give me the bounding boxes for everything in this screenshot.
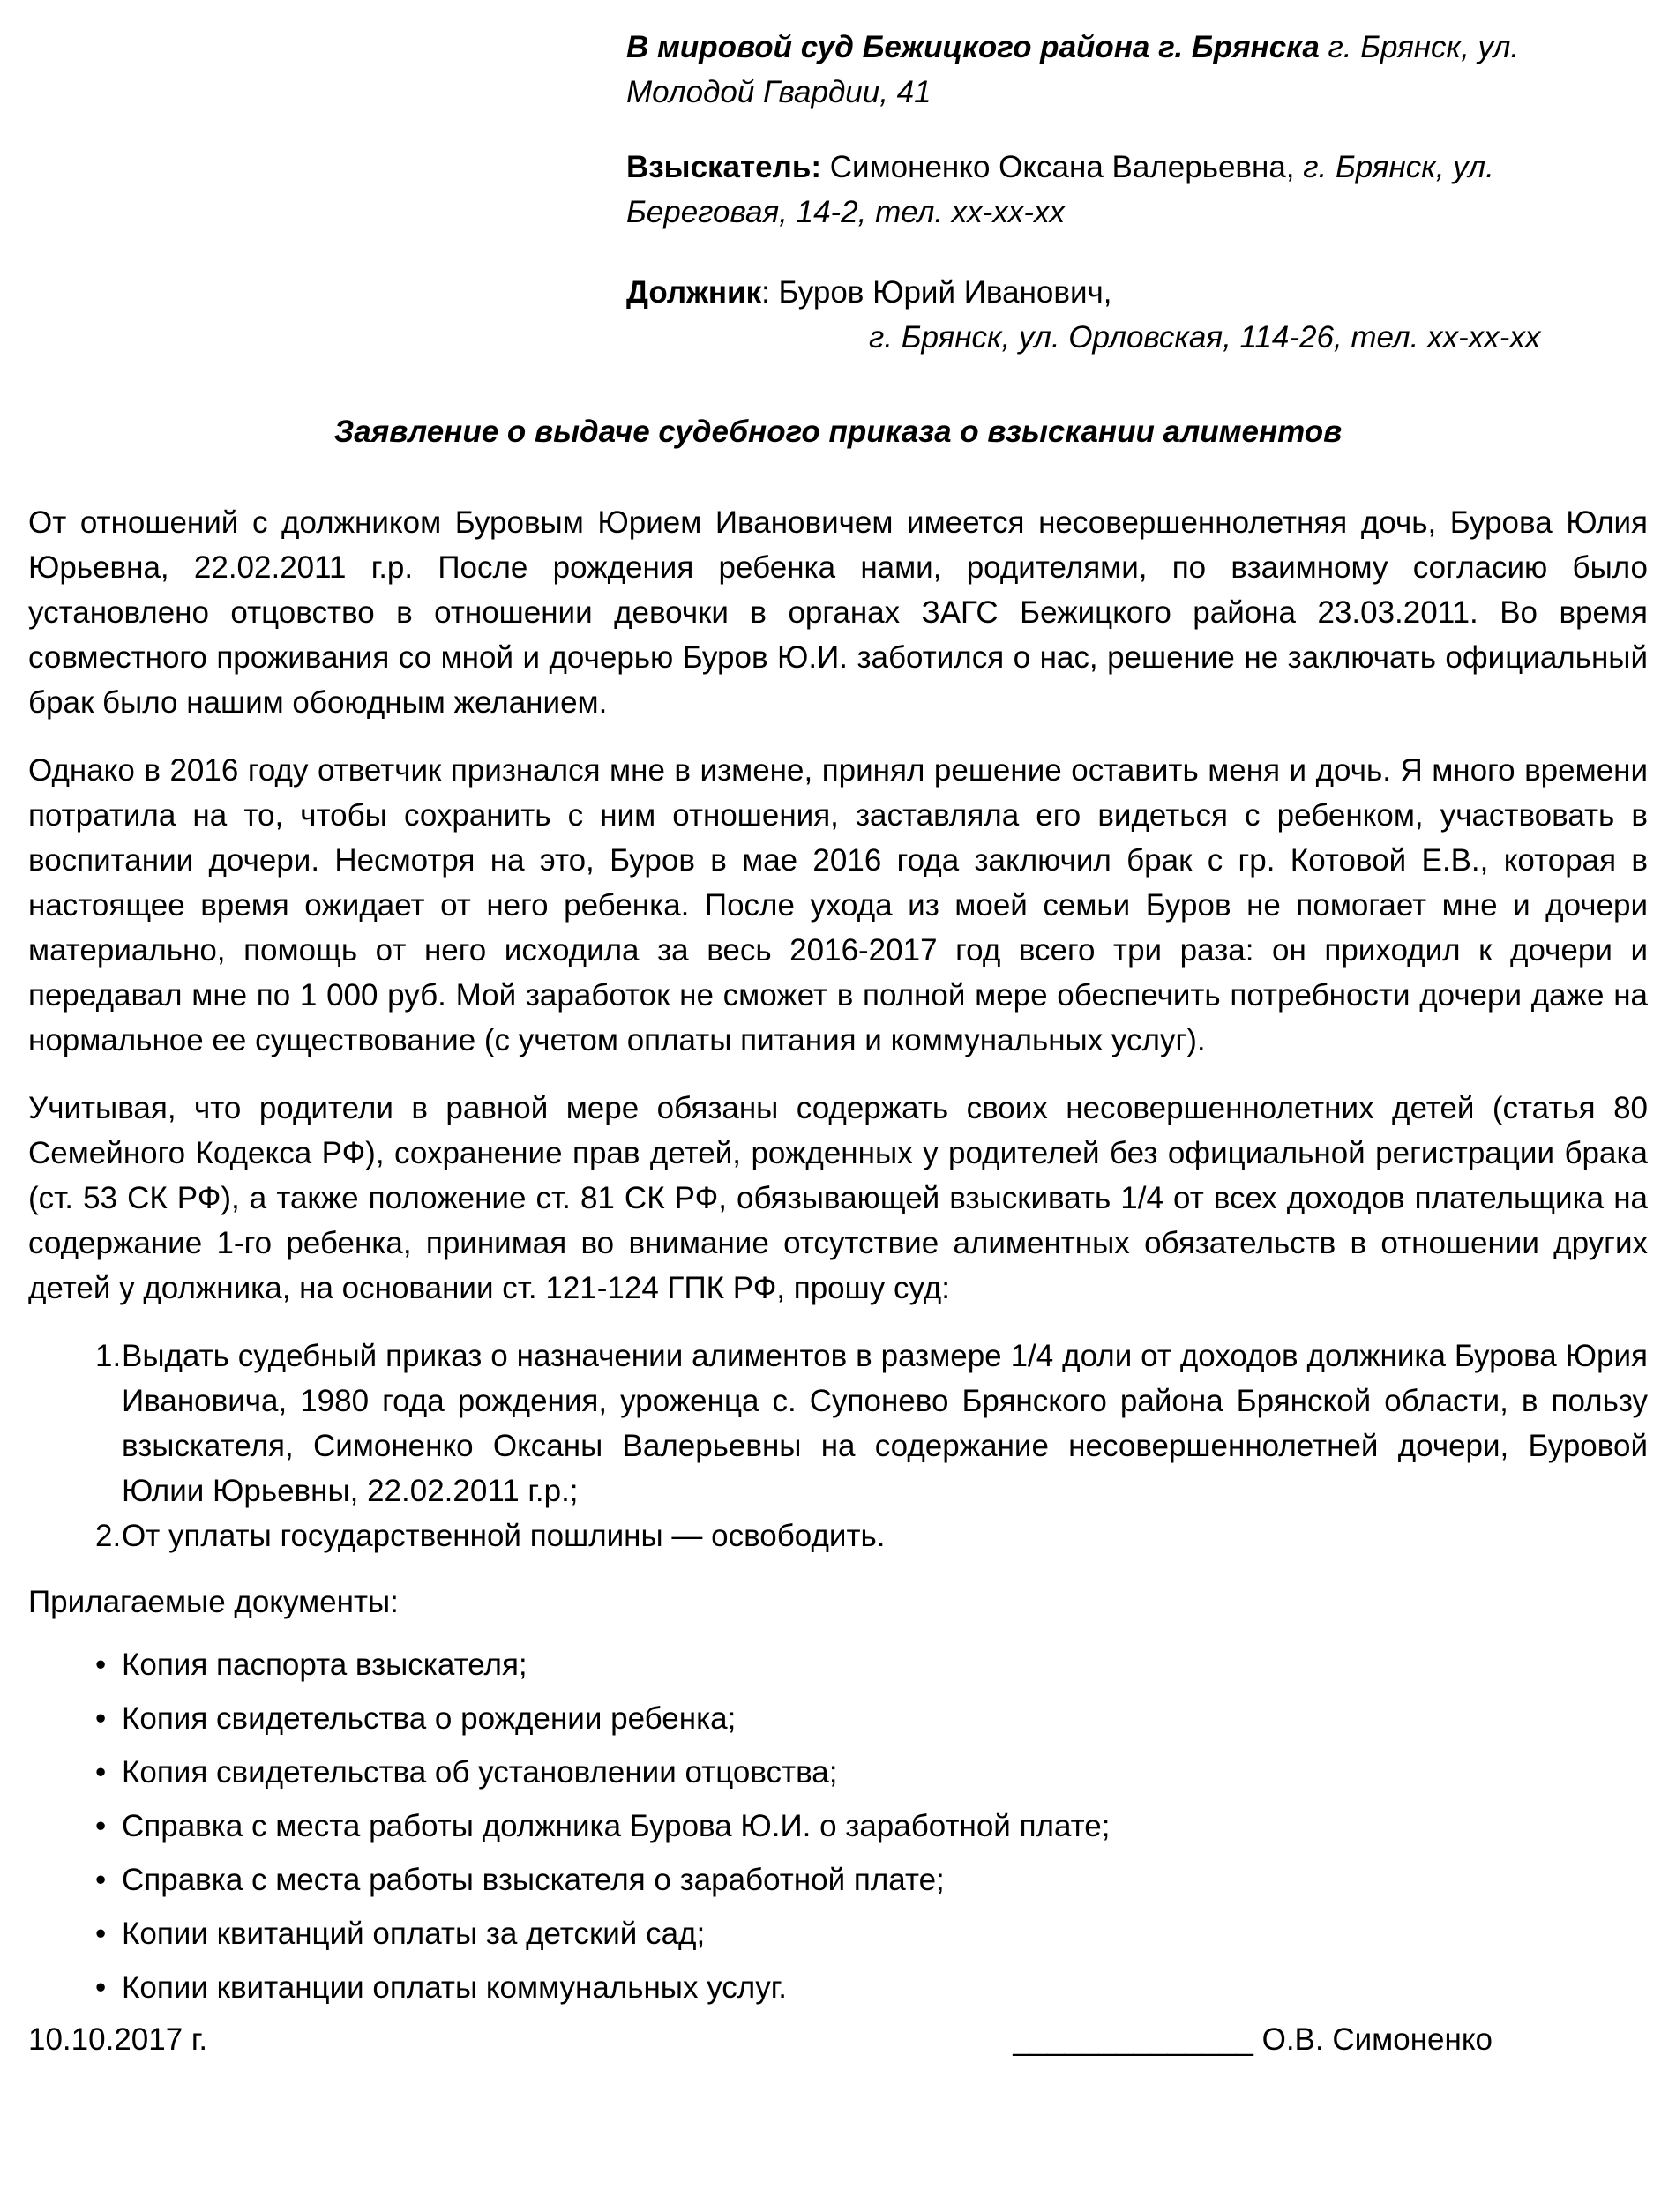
attachment-text-2: Копия свидетельства о рождении ребенка; [122, 1701, 737, 1736]
attachment-item-4 [28, 1804, 1648, 1849]
attachments-heading: Прилагаемые документы: [28, 1585, 399, 1619]
attachment-item-6 [28, 1911, 1648, 1956]
court-line-1 [626, 25, 1648, 70]
debtor-name: : Буров Юрий Иванович, [761, 275, 1112, 310]
attachment-text-3: Копия свидетельства об установлении отцовства; [122, 1755, 838, 1790]
request-text-1: Выдать судебный приказ о назначении алиментов в размере 1/4 доли от доходов должника Бурова Юрия Ивановича, 1980 года рождения, уроженца с. Супонево Брянского района Брянской области, в пользу взыскателя, Симоненко Оксаны Валерьевны на содержание несовершеннолетней дочери, Буровой Юлии Юрьевны, 22.02.2011 г.р.; [122, 1339, 1648, 1508]
attachment-text-1: Копия паспорта взыскателя; [122, 1648, 527, 1682]
signature-line: ______________ [1013, 2022, 1253, 2057]
body-paragraph-1: От отношений с должником Буровым Юрием Ивановичем имеется несовершеннолетняя дочь, Бурова Юлия Юрьевна, 22.02.2011 г.р. После рождения ребенка нами, родителями, по взаимному согласию было установлено отцовство в отношении девочки в органах ЗАГС Бежицкого района 23.03.2011. Во время совместного проживания со мной и дочерью Буров Ю.И. заботился о нас, решение не заключать официальный брак было нашим обоюдным желанием. [28, 505, 1648, 720]
bullet-icon: • [95, 1863, 107, 1897]
body-paragraph-3: Учитывая, что родители в равной мере обязаны содержать своих несовершеннолетних детей (статья 80 Семейного Кодекса РФ), сохранение прав детей, рожденных у родителей без официальной регистрации брака (ст. 53 СК РФ), а также положение ст. 81 СК РФ, обязывающей взыскивать 1/4 от всех доходов плательщика на содержание 1-го ребенка, принимая во внимание отсутствие алиментных обязательств в отношении других детей у должника, на основании ст. 121-124 ГПК РФ, прошу суд: [28, 1091, 1648, 1305]
attachment-text-6: Копии квитанций оплаты за детский сад; [122, 1917, 706, 1951]
claimant-line-1 [626, 145, 1648, 190]
attachment-item-7 [28, 1965, 1648, 2010]
requests-list [28, 1334, 1648, 1558]
bullet-icon: • [95, 1917, 107, 1951]
attachments-list [28, 1642, 1648, 2010]
bullet-icon: • [95, 1648, 107, 1682]
debtor-label: Должник [626, 275, 762, 310]
debtor-block [626, 270, 1648, 360]
request-item-1 [28, 1334, 1648, 1513]
attachment-text-7: Копии квитанции оплаты коммунальных услуг. [122, 1970, 787, 2005]
claimant-name: Симоненко Оксана Валерьевна, [821, 150, 1295, 184]
claimant-address-part1: г. Брянск, ул. [1294, 150, 1494, 184]
request-item-2 [28, 1513, 1648, 1558]
request-marker-2: 2. [95, 1519, 122, 1553]
bullet-icon: • [95, 1755, 107, 1790]
attachment-item-5 [28, 1857, 1648, 1902]
attachment-item-3 [28, 1750, 1648, 1795]
document-date: 10.10.2017 г. [28, 2022, 208, 2057]
court-name: В мировой суд Бежицкого района г. Брянска [626, 30, 1320, 64]
signature-group [1013, 2017, 1493, 2062]
bullet-icon: • [95, 1701, 107, 1736]
bullet-icon: • [95, 1970, 107, 2005]
body-paragraph-2: Однако в 2016 году ответчик признался мне в измене, принял решение оставить меня и дочь. Я много времени потратила на то, чтобы сохранить с ним отношения, заставляла его видеться с ребенком, участвовать в воспитании дочери. Несмотря на это, Буров в мае 2016 года заключил брак с гр. Котовой Е.В., которая в настоящее время ожидает от него ребенка. После ухода из моей семьи Буров не помогает мне и дочери материально, помощь от него исходила за весь 2016-2017 год всего три раза: он приходил к дочери и передавал мне по 1 000 руб. Мой заработок не сможет в полной мере обеспечить потребности дочери даже на нормальное ее существование (с учетом оплаты питания и коммунальных услуг). [28, 753, 1648, 1057]
court-address-block [626, 25, 1648, 115]
attachment-item-1 [28, 1642, 1648, 1687]
request-text-2: От уплаты государственной пошлины — освободить. [122, 1519, 886, 1553]
claimant-address-part2: Береговая, 14-2, тел. хх-хх-хх [626, 195, 1066, 229]
attachment-text-5: Справка с места работы взыскателя о заработной плате; [122, 1863, 945, 1897]
claimant-label: Взыскатель: [626, 150, 822, 184]
document-title: Заявление о выдаче судебного приказа о взыскании алиментов [333, 415, 1343, 449]
signatory-name: О.В. Симоненко [1253, 2022, 1493, 2057]
attachment-text-4: Справка с места работы должника Бурова Ю.И. о заработной плате; [122, 1809, 1111, 1843]
debtor-line-1 [626, 270, 1648, 315]
court-address-part2: Молодой Гвардии, 41 [626, 75, 932, 109]
claimant-block [626, 145, 1648, 235]
document-footer [28, 2017, 1648, 2062]
attachment-item-2 [28, 1696, 1648, 1741]
bullet-icon: • [95, 1809, 107, 1843]
request-marker-1: 1. [95, 1339, 122, 1373]
court-address-part1: г. Брянск, ул. [1319, 30, 1520, 64]
debtor-address: г. Брянск, ул. Орловская, 114-26, тел. хх-хх-хх [869, 320, 1541, 355]
